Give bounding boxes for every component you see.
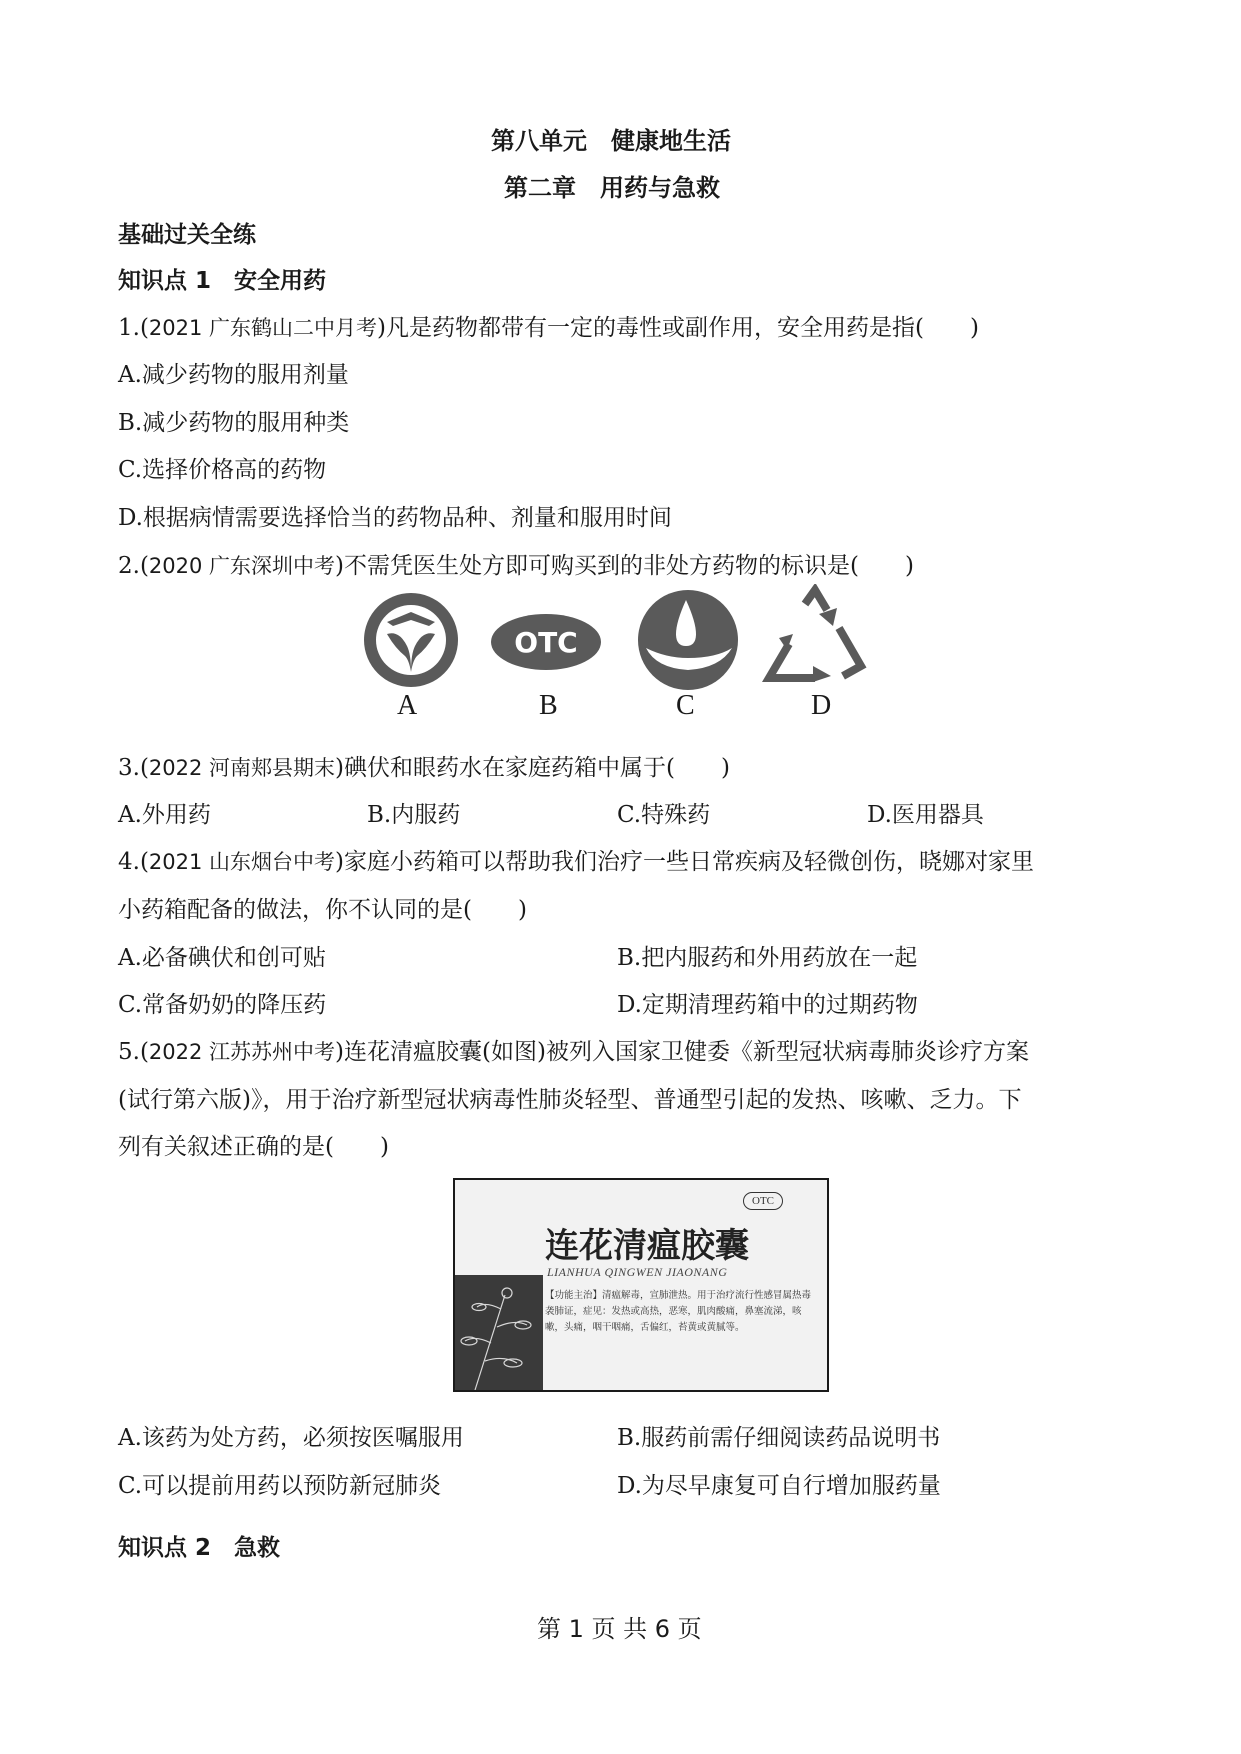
question-3-option-a: A.外用药 [118, 802, 211, 828]
question-2-stem: 2.(2020 广东深圳中考)不需凭医生处方即可购买到的非处方药物的标识是( ) [118, 553, 914, 579]
green-food-logo-icon [357, 590, 465, 690]
figure-label-a: A [397, 690, 418, 721]
question-5-stem-line-3: 列有关叙述正确的是( ) [118, 1134, 389, 1160]
figure-label-b: B [539, 690, 558, 721]
question-3-source: 2022 河南郏县期末 [148, 756, 336, 780]
question-5-option-d: D.为尽早康复可自行增加服药量 [617, 1473, 941, 1499]
question-4-option-b: B.把内服药和外用药放在一起 [617, 945, 918, 971]
question-3-stem: 3.(2022 河南郏县期末)碘伏和眼药水在家庭药箱中属于( ) [118, 755, 730, 781]
question-5-option-b: B.服药前需仔细阅读药品说明书 [617, 1425, 941, 1451]
question-2-source: 2020 广东深圳中考 [148, 554, 336, 578]
question-4-stem-line-2: 小药箱配备的做法，你不认同的是( ) [118, 897, 527, 923]
question-4-option-a: A.必备碘伏和创可贴 [118, 945, 326, 971]
question-1-option-a: A.减少药物的服用剂量 [118, 362, 349, 388]
question-4-option-c: C.常备奶奶的降压药 [118, 992, 327, 1018]
section-title: 基础过关全练 [118, 222, 256, 248]
question-1-stem: 1.(2021 广东鹤山二中月考)凡是药物都带有一定的毒性或副作用，安全用药是指( ) [118, 315, 979, 341]
svg-text:OTC: OTC [514, 626, 578, 659]
question-1-option-b: B.减少药物的服用种类 [118, 410, 350, 436]
figure-label-d: D [811, 690, 832, 721]
question-5-stem-line-2: (试行第六版)》，用于治疗新型冠状病毒性肺炎轻型、普通型引起的发热、咳嗽、乏力。下 [118, 1087, 1022, 1113]
drug-name: 连花清瘟胶囊 [545, 1226, 749, 1266]
recycling-logo-icon [761, 584, 869, 686]
question-1-option-d: D.根据病情需要选择恰当的药物品种、剂量和服用时间 [118, 505, 672, 531]
question-5-option-c: C.可以提前用药以预防新冠肺炎 [118, 1473, 442, 1499]
question-5-option-a: A.该药为处方药，必须按医嘱服用 [118, 1425, 464, 1451]
knowledge-point-1: 知识点 1 安全用药 [118, 268, 327, 294]
page-number: 第 1 页 共 6 页 [537, 1615, 702, 1643]
otc-logo-icon [489, 612, 603, 672]
question-3-option-b: B.内服药 [367, 802, 461, 828]
drug-description: 【功能主治】清瘟解毒，宣肺泄热。用于治疗流行性感冒属热毒袭肺证，症见：发热或高热，恶寒，肌肉酸痛，鼻塞流涕，咳嗽，头痛，咽干咽痛，舌偏红，苔黄或黄腻等。 [545, 1290, 812, 1333]
question-3-option-d: D.医用器具 [867, 802, 984, 828]
unit-title: 第八单元 健康地生活 [491, 127, 731, 155]
question-4-stem-line-1: 4.(2021 山东烟台中考)家庭小药箱可以帮助我们治疗一些日常疾病及轻微创伤，晓娜对家里 [118, 849, 1035, 875]
question-1-source: 2021 广东鹤山二中月考 [148, 316, 378, 340]
question-5-source: 2022 江苏苏州中考 [148, 1040, 336, 1064]
knowledge-point-2: 知识点 2 急救 [118, 1535, 281, 1561]
water-saving-logo-icon [636, 588, 740, 692]
figure-label-c: C [676, 690, 695, 721]
drug-package-figure [453, 1178, 829, 1392]
question-4-option-d: D.定期清理药箱中的过期药物 [617, 992, 918, 1018]
otc-badge: OTC [743, 1192, 783, 1210]
question-4-source: 2021 山东烟台中考 [148, 850, 336, 874]
drug-pinyin: LIANHUA QINGWEN JIAONANG [547, 1265, 728, 1279]
question-1-option-c: C.选择价格高的药物 [118, 457, 327, 483]
chapter-title: 第二章 用药与急救 [504, 174, 720, 202]
question-5-stem-line-1: 5.(2022 江苏苏州中考)连花清瘟胶囊(如图)被列入国家卫健委《新型冠状病毒肺炎诊疗方案 [118, 1039, 1029, 1065]
herb-illustration-icon [455, 1275, 543, 1390]
question-3-option-c: C.特殊药 [617, 802, 711, 828]
